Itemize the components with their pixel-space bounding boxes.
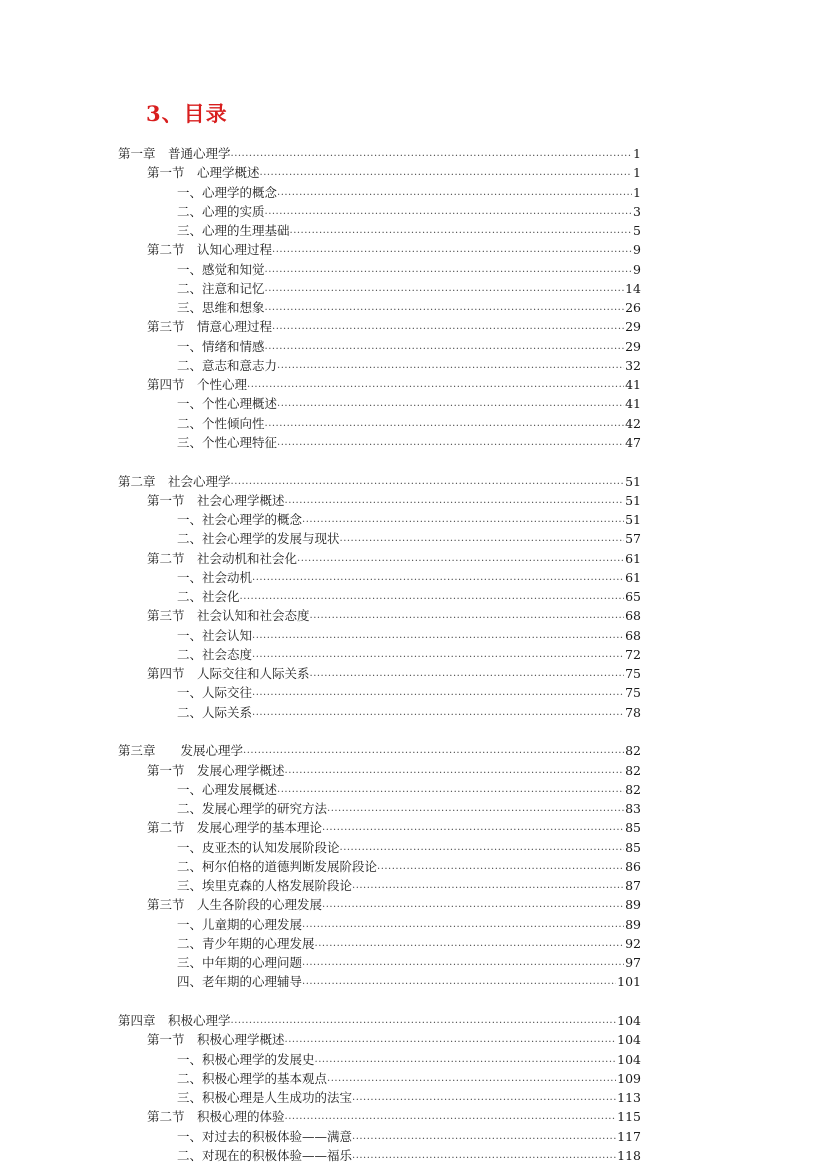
toc-entry-label: 一、个性心理概述 [177,396,278,412]
toc-entry-section[interactable] [0,895,827,914]
toc-dot-leader [231,1011,617,1030]
toc-entry-label: 二、发展心理学的研究方法 [177,801,328,816]
toc-dot-leader [290,221,633,240]
toc-dot-leader [265,414,625,433]
toc-entry-item[interactable] [0,337,827,356]
toc-entry-label: 一、对过去的积极体验——满意 [177,1128,353,1144]
toc-entry-section[interactable] [0,491,827,510]
toc-dot-leader [277,433,624,452]
toc-entry-item[interactable] [0,356,827,375]
toc-entry-label: 第一章 普通心理学 [118,146,231,161]
toc-entry-page-number: 104 [617,1051,641,1067]
toc-entry-page-number: 1 [633,146,641,161]
toc-entry-page-number: 75 [625,666,641,681]
toc-entry-label: 第四节 个性心理 [147,377,248,392]
toc-dot-leader [277,356,624,375]
toc-dot-leader [310,606,625,625]
toc-entry-page-number: 97 [625,955,641,970]
toc-entry-page-number: 41 [625,396,641,412]
toc-entry-item[interactable] [0,953,827,972]
toc-entry-item[interactable] [0,260,827,279]
toc-entry-label: 一、感觉和知觉 [177,261,265,277]
toc-entry-label: 一、积极心理学的发展史 [177,1051,315,1067]
toc-entry-item[interactable] [0,799,827,818]
toc-entry-label: 第四章 积极心理学 [118,1013,231,1028]
toc-entry-label: 第三节 情意心理过程 [147,319,273,335]
toc-entry-page-number: 87 [625,878,641,893]
toc-dot-leader [252,645,624,664]
toc-dot-leader [352,876,624,895]
toc-entry-chapter[interactable] [0,144,827,163]
toc-dot-leader [310,664,625,683]
toc-entry-page-number: 61 [625,550,641,566]
toc-entry-item[interactable] [0,683,827,702]
toc-entry-item[interactable] [0,433,827,452]
toc-entry-page-number: 78 [625,704,641,720]
toc-entry-label: 第四节 人际交往和人际关系 [147,666,310,681]
toc-entry-item[interactable] [0,972,827,991]
toc-entry-label: 一、社会认知 [177,627,253,643]
toc-entry-label: 一、情绪和情感 [177,338,265,354]
toc-entry-label: 一、心理学的概念 [177,184,278,200]
toc-entry-label: 三、中年期的心理问题 [177,955,303,970]
toc-entry-page-number: 65 [625,589,641,604]
toc-dot-leader [265,279,625,298]
toc-entry-item[interactable] [0,857,827,876]
toc-entry-page-number: 47 [625,434,641,450]
toc-entry-item[interactable] [0,298,827,317]
toc-entry-label: 二、社会化 [177,589,240,604]
toc-dot-leader [327,1069,616,1088]
toc-entry-page-number: 104 [617,1013,641,1028]
toc-entry-label: 二、青少年期的心理发展 [177,935,315,951]
toc-entry-label: 第二章 社会心理学 [118,473,231,489]
toc-entry-page-number: 68 [625,627,641,643]
toc-entry-label: 第一节 心理学概述 [147,165,260,181]
toc-dot-leader [340,838,625,857]
toc-entry-page-number: 117 [617,1128,641,1144]
toc-entry-page-number: 104 [617,1032,641,1048]
toc-dot-leader [277,183,632,202]
toc-dot-leader [252,683,624,702]
toc-dot-leader [352,1088,616,1107]
toc-entry-chapter[interactable] [0,1011,827,1030]
toc-entry-page-number: 9 [633,242,641,258]
toc-entry-page-number: 1 [633,184,641,200]
toc-entry-page-number: 1 [633,165,641,181]
toc-entry-page-number: 118 [617,1147,641,1163]
toc-entry-page-number: 75 [625,685,641,701]
toc-dot-leader [285,761,625,780]
toc-entry-label: 三、积极心理是人生成功的法宝 [177,1090,353,1105]
toc-dot-leader [272,317,624,336]
toc-entry-item[interactable] [0,414,827,433]
toc-entry-label: 第二节 社会动机和社会化 [147,550,298,566]
toc-entry-label: 三、心理的生理基础 [177,223,290,238]
toc-dot-leader [340,529,625,548]
toc-entry-label: 一、儿童期的心理发展 [177,916,303,932]
toc-entry-chapter[interactable] [0,741,827,760]
toc-entry-section[interactable] [0,240,827,259]
toc-entry-item[interactable] [0,202,827,221]
toc-entry-section[interactable] [0,606,827,625]
toc-entry-item[interactable] [0,183,827,202]
toc-dot-leader [285,1107,617,1126]
toc-entry-item[interactable] [0,394,827,413]
toc-entry-label: 第一节 社会心理学概述 [147,492,285,508]
toc-entry-item[interactable] [0,1127,827,1146]
toc-entry-label: 二、人际关系 [177,704,253,720]
toc-entry-page-number: 51 [625,492,641,508]
toc-entry-section[interactable] [0,375,827,394]
toc-dot-leader [277,394,624,413]
toc-entry-label: 第一节 积极心理学概述 [147,1032,285,1048]
toc-entry-page-number: 86 [625,858,641,874]
toc-entry-section[interactable] [0,163,827,182]
toc-entry-page-number: 89 [625,916,641,932]
toc-dot-leader [302,915,624,934]
toc-entry-label: 二、个性倾向性 [177,415,265,431]
toc-dot-leader [302,953,624,972]
toc-dot-leader [352,1146,616,1165]
toc-dot-leader [265,337,625,356]
toc-entry-section[interactable] [0,1030,827,1049]
toc-entry-section[interactable] [0,549,827,568]
toc-entry-label: 第二节 认知心理过程 [147,242,273,258]
toc-dot-leader [352,1127,616,1146]
toc-entry-label: 一、人际交往 [177,685,253,701]
toc-dot-leader [302,972,616,991]
toc-dot-leader [285,1030,617,1049]
toc-entry-page-number: 92 [625,935,641,951]
toc-entry-label: 三、个性心理特征 [177,434,278,450]
toc-entry-page-number: 14 [625,280,641,296]
toc-entry-label: 二、社会心理学的发展与现状 [177,531,340,547]
toc-entry-page-number: 72 [625,646,641,662]
toc-entry-page-number: 57 [625,531,641,547]
toc-entry-label: 二、对现在的积极体验——福乐 [177,1147,353,1163]
toc-entry-item[interactable] [0,934,827,953]
toc-entry-item[interactable] [0,838,827,857]
toc-dot-leader [322,818,624,837]
toc-dot-leader [322,895,624,914]
toc-entry-item[interactable] [0,1088,827,1107]
toc-entry-item[interactable] [0,915,827,934]
toc-dot-leader [315,1050,617,1069]
toc-entry-page-number: 5 [633,223,641,238]
page-title: 3、目录 [146,101,228,126]
toc-entry-label: 一、社会动机 [177,569,253,585]
toc-entry-label: 第一节 发展心理学概述 [147,762,285,778]
toc-dot-leader [240,587,625,606]
toc-entry-page-number: 32 [625,357,641,373]
toc-entry-page-number: 113 [617,1090,641,1105]
toc-entry-item[interactable] [0,568,827,587]
toc-entry-label: 二、注意和记忆 [177,280,265,296]
toc-entry-page-number: 51 [625,512,641,527]
toc-entry-label: 第三章 发展心理学 [118,743,244,759]
toc-entry-item[interactable] [0,703,827,722]
toc-entry-page-number: 101 [617,974,641,990]
toc-entry-chapter[interactable] [0,472,827,491]
toc-entry-label: 一、心理发展概述 [177,781,278,797]
toc-entry-section[interactable] [0,317,827,336]
toc-dot-leader [247,375,624,394]
toc-entry-section[interactable] [0,1107,827,1126]
toc-entry-page-number: 29 [625,338,641,354]
toc-entry-page-number: 89 [625,897,641,913]
toc-dot-leader [252,626,624,645]
toc-dot-leader [297,549,624,568]
toc-entry-page-number: 68 [625,608,641,624]
toc-entry-page-number: 41 [625,377,641,392]
toc-entry-page-number: 82 [625,762,641,778]
toc-entry-item[interactable] [0,529,827,548]
toc-entry-label: 第二节 发展心理学的基本理论 [147,820,323,836]
toc-dot-leader [252,568,624,587]
toc-entry-page-number: 61 [625,569,641,585]
toc-entry-page-number: 9 [633,261,641,277]
toc-entry-page-number: 115 [617,1109,641,1125]
toc-entry-section[interactable] [0,664,827,683]
toc-entry-label: 二、意志和意志力 [177,357,278,373]
toc-dot-leader [302,510,624,529]
toc-entry-page-number: 26 [625,300,641,315]
toc-entry-label: 一、皮亚杰的认知发展阶段论 [177,839,340,855]
toc-entry-item[interactable] [0,645,827,664]
toc-dot-leader [252,703,624,722]
toc-entry-page-number: 42 [625,415,641,431]
toc-entry-item[interactable] [0,1146,827,1165]
toc-entry-item[interactable] [0,510,827,529]
toc-dot-leader [265,260,633,279]
toc-entry-label: 二、柯尔伯格的道德判断发展阶段论 [177,858,378,874]
toc-entry-item[interactable] [0,780,827,799]
toc-entry-label: 三、思维和想象 [177,300,265,315]
toc-entry-label: 二、社会态度 [177,646,253,662]
toc-dot-leader [277,780,624,799]
toc-entry-section[interactable] [0,818,827,837]
toc-entry-item[interactable] [0,279,827,298]
toc-entry-page-number: 83 [625,801,641,816]
toc-entry-page-number: 82 [625,743,641,759]
toc-dot-leader [265,298,625,317]
toc-entry-page-number: 51 [625,473,641,489]
toc-dot-leader [285,491,625,510]
toc-entry-page-number: 29 [625,319,641,335]
toc-dot-leader [231,144,633,163]
toc-entry-label: 第二节 积极心理的体验 [147,1109,285,1125]
toc-entry-label: 二、心理的实质 [177,203,265,219]
toc-entry-label: 二、积极心理学的基本观点 [177,1070,328,1086]
toc-dot-leader [315,934,625,953]
toc-entry-label: 第三节 社会认知和社会态度 [147,608,310,624]
toc-entry-section[interactable] [0,761,827,780]
toc-entry-page-number: 85 [625,820,641,836]
toc-dot-leader [265,202,633,221]
toc-entry-label: 一、社会心理学的概念 [177,512,303,527]
toc-dot-leader [377,857,624,876]
toc-entry-page-number: 85 [625,839,641,855]
toc-entry-item[interactable] [0,1069,827,1088]
toc-dot-leader [327,799,624,818]
toc-entry-item[interactable] [0,587,827,606]
toc-entry-item[interactable] [0,876,827,895]
toc-entry-label: 第三节 人生各阶段的心理发展 [147,897,323,913]
toc-entry-page-number: 3 [633,203,641,219]
toc-dot-leader [243,741,624,760]
toc-entry-label: 四、老年期的心理辅导 [177,974,303,990]
toc-dot-leader [272,240,632,259]
toc-entry-label: 三、埃里克森的人格发展阶段论 [177,878,353,893]
toc-entry-page-number: 82 [625,781,641,797]
toc-entry-item[interactable] [0,221,827,240]
toc-entry-item[interactable] [0,626,827,645]
toc-entry-page-number: 109 [617,1070,641,1086]
toc-dot-leader [260,163,633,182]
toc-entry-item[interactable] [0,1050,827,1069]
toc-dot-leader [231,472,625,491]
